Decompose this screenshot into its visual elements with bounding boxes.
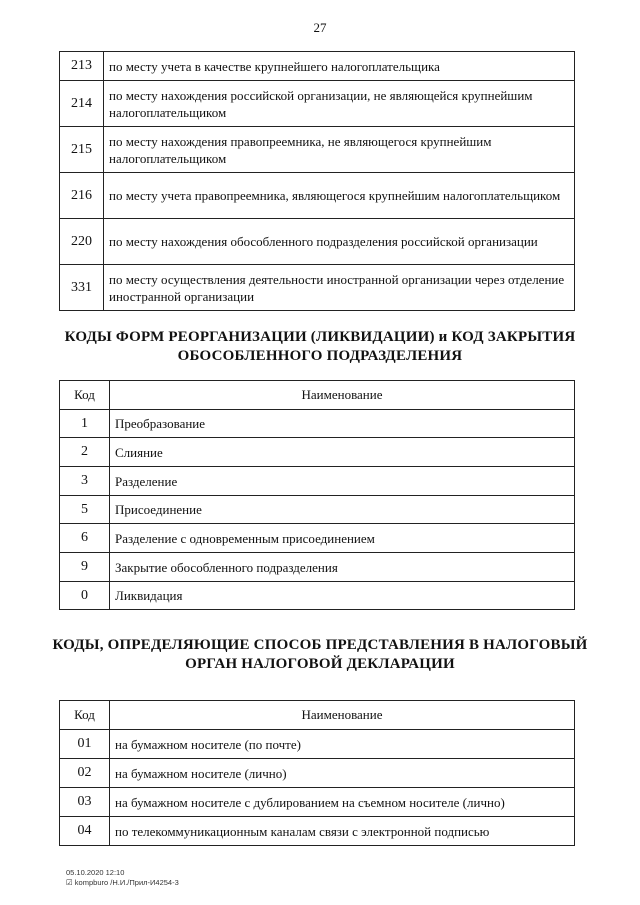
name-cell: Присоединение bbox=[110, 496, 575, 524]
table-row bbox=[60, 496, 575, 524]
page-number: 27 bbox=[313, 20, 327, 35]
code-cell: 3 bbox=[60, 467, 110, 496]
code-cell: 5 bbox=[60, 496, 110, 524]
code-cell: 2 bbox=[60, 438, 110, 467]
name-cell: Разделение bbox=[110, 467, 575, 496]
column-header-code: Код bbox=[60, 381, 110, 410]
table-row bbox=[60, 759, 575, 788]
code-cell: 216 bbox=[60, 173, 104, 219]
heading-line: КОДЫ ФОРМ РЕОРГАНИЗАЦИИ (ЛИКВИДАЦИИ) и КОД ЗАКРЫТИЯ bbox=[64, 329, 576, 345]
codes-table-submission bbox=[59, 700, 575, 846]
table-row bbox=[60, 438, 575, 467]
column-header-name: Наименование bbox=[110, 701, 575, 730]
table-row bbox=[60, 173, 575, 219]
code-cell: 01 bbox=[60, 730, 110, 759]
name-cell: Ликвидация bbox=[110, 582, 575, 610]
table-row bbox=[60, 81, 575, 127]
table-row bbox=[60, 52, 575, 81]
code-cell: 214 bbox=[60, 81, 104, 127]
name-cell: по месту нахождения российской организации, не являющейся крупнейшим налогоплательщиком bbox=[104, 81, 575, 127]
name-cell: на бумажном носителе с дублированием на съемном носителе (лично) bbox=[110, 788, 575, 817]
footer-document-id: ☑ kompburo /Н.И./Прил-И4254-3 bbox=[66, 878, 179, 887]
code-cell: 6 bbox=[60, 524, 110, 553]
name-cell: Закрытие обособленного подразделения bbox=[110, 553, 575, 582]
name-cell: Преобразование bbox=[110, 410, 575, 438]
table-header-row bbox=[60, 701, 575, 730]
column-header-name: Наименование bbox=[110, 381, 575, 410]
name-cell: по месту нахождения правопреемника, не являющегося крупнейшим налогоплательщиком bbox=[104, 127, 575, 173]
table-row bbox=[60, 265, 575, 311]
column-header-code: Код bbox=[60, 701, 110, 730]
name-cell: на бумажном носителе (по почте) bbox=[110, 730, 575, 759]
codes-table-reorganization bbox=[59, 380, 575, 610]
name-cell: Разделение с одновременным присоединением bbox=[110, 524, 575, 553]
code-cell: 331 bbox=[60, 265, 104, 311]
table-row bbox=[60, 730, 575, 759]
name-cell: по месту нахождения обособленного подразделения российской организации bbox=[104, 219, 575, 265]
code-cell: 215 bbox=[60, 127, 104, 173]
table-header-row bbox=[60, 381, 575, 410]
heading-line: ОБОСОБЛЕННОГО ПОДРАЗДЕЛЕНИЯ bbox=[177, 348, 463, 364]
code-cell: 02 bbox=[60, 759, 110, 788]
table-row bbox=[60, 582, 575, 610]
heading-line: ОРГАН НАЛОГОВОЙ ДЕКЛАРАЦИИ bbox=[185, 656, 455, 672]
footer-timestamp: 05.10.2020 12:10 bbox=[66, 868, 125, 877]
table-row bbox=[60, 553, 575, 582]
table-row bbox=[60, 127, 575, 173]
name-cell: по месту учета правопреемника, являющегося крупнейшим налогоплательщиком bbox=[104, 173, 575, 219]
code-cell: 04 bbox=[60, 817, 110, 846]
table-row bbox=[60, 817, 575, 846]
section-heading-reorganization bbox=[0, 328, 640, 366]
code-cell: 220 bbox=[60, 219, 104, 265]
code-cell: 0 bbox=[60, 582, 110, 610]
table-row bbox=[60, 410, 575, 438]
table-row bbox=[60, 524, 575, 553]
code-cell: 1 bbox=[60, 410, 110, 438]
name-cell: Слияние bbox=[110, 438, 575, 467]
table-row bbox=[60, 467, 575, 496]
heading-line: КОДЫ, ОПРЕДЕЛЯЮЩИЕ СПОСОБ ПРЕДСТАВЛЕНИЯ В НАЛОГОВЫЙ bbox=[52, 637, 588, 653]
name-cell: по месту учета в качестве крупнейшего налогоплательщика bbox=[104, 52, 575, 81]
table-row bbox=[60, 788, 575, 817]
code-cell: 213 bbox=[60, 52, 104, 81]
section-heading-submission bbox=[0, 636, 640, 674]
table-row bbox=[60, 219, 575, 265]
name-cell: на бумажном носителе (лично) bbox=[110, 759, 575, 788]
name-cell: по телекоммуникационным каналам связи с электронной подписью bbox=[110, 817, 575, 846]
codes-table-location bbox=[59, 51, 575, 311]
name-cell: по месту осуществления деятельности иностранной организации через отделение иностранной организации bbox=[104, 265, 575, 311]
code-cell: 9 bbox=[60, 553, 110, 582]
code-cell: 03 bbox=[60, 788, 110, 817]
